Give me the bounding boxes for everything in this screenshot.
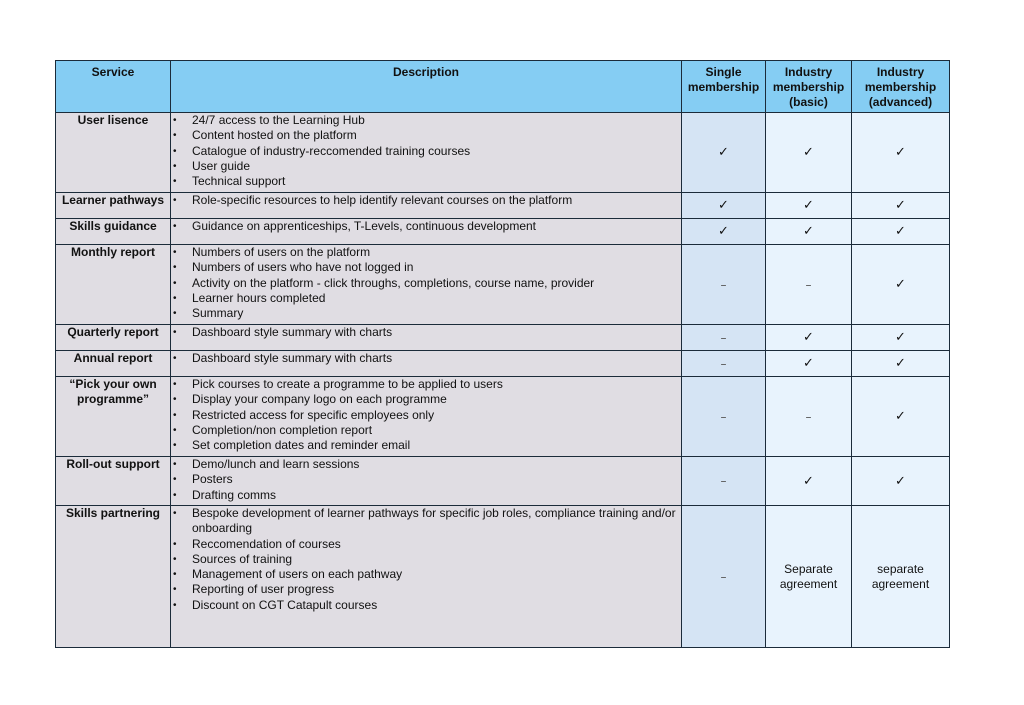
description-item: • Sources of training (171, 552, 681, 567)
service-name: User lisence (56, 113, 171, 193)
industry-advanced-cell-check-icon: ✓ (852, 245, 950, 325)
description-item: • Drafting comms (171, 488, 681, 503)
description-item: • Discount on CGT Catapult courses (171, 598, 681, 613)
industry-basic-cell-check-icon: ✓ (766, 325, 852, 351)
description-item: • Management of users on each pathway (171, 567, 681, 582)
industry-basic-cell-dash: – (766, 245, 852, 325)
single-membership-cell-dash: – (682, 377, 766, 457)
industry-advanced-cell-check-icon: ✓ (852, 193, 950, 219)
description-item: • Summary (171, 306, 681, 321)
description-item: • Pick courses to create a programme to be applied to users (171, 377, 681, 392)
service-description (171, 245, 682, 325)
header-service: Service (56, 61, 171, 113)
description-list (171, 219, 681, 234)
description-item: • Posters (171, 472, 681, 487)
description-item: • Content hosted on the platform (171, 128, 681, 143)
description-list (171, 193, 681, 208)
industry-advanced-cell-check-icon: ✓ (852, 113, 950, 193)
service-name: Learner pathways (56, 193, 171, 219)
description-item: • Reccomendation of courses (171, 537, 681, 552)
single-membership-cell-check-icon: ✓ (682, 193, 766, 219)
header-description: Description (171, 61, 682, 113)
industry-basic-cell-dash: – (766, 377, 852, 457)
header-industry-basic: Industry membership (basic) (766, 61, 852, 113)
table-header (56, 61, 950, 113)
service-name: Skills guidance (56, 219, 171, 245)
service-name: Roll-out support (56, 457, 171, 506)
single-membership-cell-check-icon: ✓ (682, 219, 766, 245)
industry-basic-cell-check-icon: ✓ (766, 457, 852, 506)
industry-basic-cell-check-icon: ✓ (766, 113, 852, 193)
description-item: • Dashboard style summary with charts (171, 351, 681, 366)
description-item: • Set completion dates and reminder email (171, 438, 681, 453)
service-description (171, 219, 682, 245)
service-description (171, 193, 682, 219)
single-membership-cell-dash: – (682, 245, 766, 325)
service-description (171, 325, 682, 351)
service-name: Annual report (56, 351, 171, 377)
service-description (171, 457, 682, 506)
description-item: • User guide (171, 159, 681, 174)
description-list (171, 377, 681, 453)
table-row (56, 245, 950, 325)
description-item: • Bespoke development of learner pathways for specific job roles, compliance training and/or onboarding (171, 506, 681, 537)
description-item: • Learner hours completed (171, 291, 681, 306)
description-list (171, 457, 681, 503)
industry-basic-cell-check-icon: ✓ (766, 219, 852, 245)
table-row (56, 377, 950, 457)
description-list (171, 245, 681, 321)
description-item: • Numbers of users who have not logged in (171, 260, 681, 275)
description-item: • Catalogue of industry-reccomended training courses (171, 144, 681, 159)
description-item: • Dashboard style summary with charts (171, 325, 681, 340)
membership-comparison-table (55, 60, 950, 648)
description-item: • Guidance on apprenticeships, T-Levels, continuous development (171, 219, 681, 234)
industry-basic-cell-check-icon: ✓ (766, 193, 852, 219)
description-list (171, 325, 681, 340)
description-item: • Technical support (171, 174, 681, 189)
industry-advanced-cell-check-icon: ✓ (852, 325, 950, 351)
table-body (56, 113, 950, 648)
description-item: • 24/7 access to the Learning Hub (171, 113, 681, 128)
table-row (56, 506, 950, 648)
description-item: • Reporting of user progress (171, 582, 681, 597)
description-list (171, 506, 681, 613)
service-name: Monthly report (56, 245, 171, 325)
table-row (56, 219, 950, 245)
service-description (171, 377, 682, 457)
header-single-membership: Single membership (682, 61, 766, 113)
service-name: Quarterly report (56, 325, 171, 351)
description-item: • Restricted access for specific employees only (171, 408, 681, 423)
table-row (56, 351, 950, 377)
table-row (56, 457, 950, 506)
table-row (56, 325, 950, 351)
single-membership-cell-dash: – (682, 351, 766, 377)
industry-advanced-cell-check-icon: ✓ (852, 219, 950, 245)
single-membership-cell-check-icon: ✓ (682, 113, 766, 193)
description-item: • Demo/lunch and learn sessions (171, 457, 681, 472)
header-industry-advanced: Industry membership (advanced) (852, 61, 950, 113)
table-row (56, 193, 950, 219)
description-item: • Activity on the platform - click throughs, completions, course name, provider (171, 276, 681, 291)
description-list (171, 113, 681, 189)
single-membership-cell-dash: – (682, 325, 766, 351)
header-row (56, 61, 950, 113)
description-item: • Completion/non completion report (171, 423, 681, 438)
table-row (56, 113, 950, 193)
service-description (171, 351, 682, 377)
industry-advanced-cell-check-icon: ✓ (852, 457, 950, 506)
industry-basic-cell-check-icon: ✓ (766, 351, 852, 377)
description-list (171, 351, 681, 366)
industry-advanced-cell-check-icon: ✓ (852, 377, 950, 457)
description-item: • Numbers of users on the platform (171, 245, 681, 260)
single-membership-cell-dash: – (682, 457, 766, 506)
description-item: • Display your company logo on each programme (171, 392, 681, 407)
description-item: • Role-specific resources to help identify relevant courses on the platform (171, 193, 681, 208)
service-name: Skills partnering (56, 506, 171, 648)
single-membership-cell-dash: – (682, 506, 766, 648)
industry-advanced-cell-text: separate agreement (852, 506, 950, 648)
service-description (171, 113, 682, 193)
service-name: “Pick your own programme” (56, 377, 171, 457)
industry-basic-cell-text: Separate agreement (766, 506, 852, 648)
service-description (171, 506, 682, 648)
industry-advanced-cell-check-icon: ✓ (852, 351, 950, 377)
